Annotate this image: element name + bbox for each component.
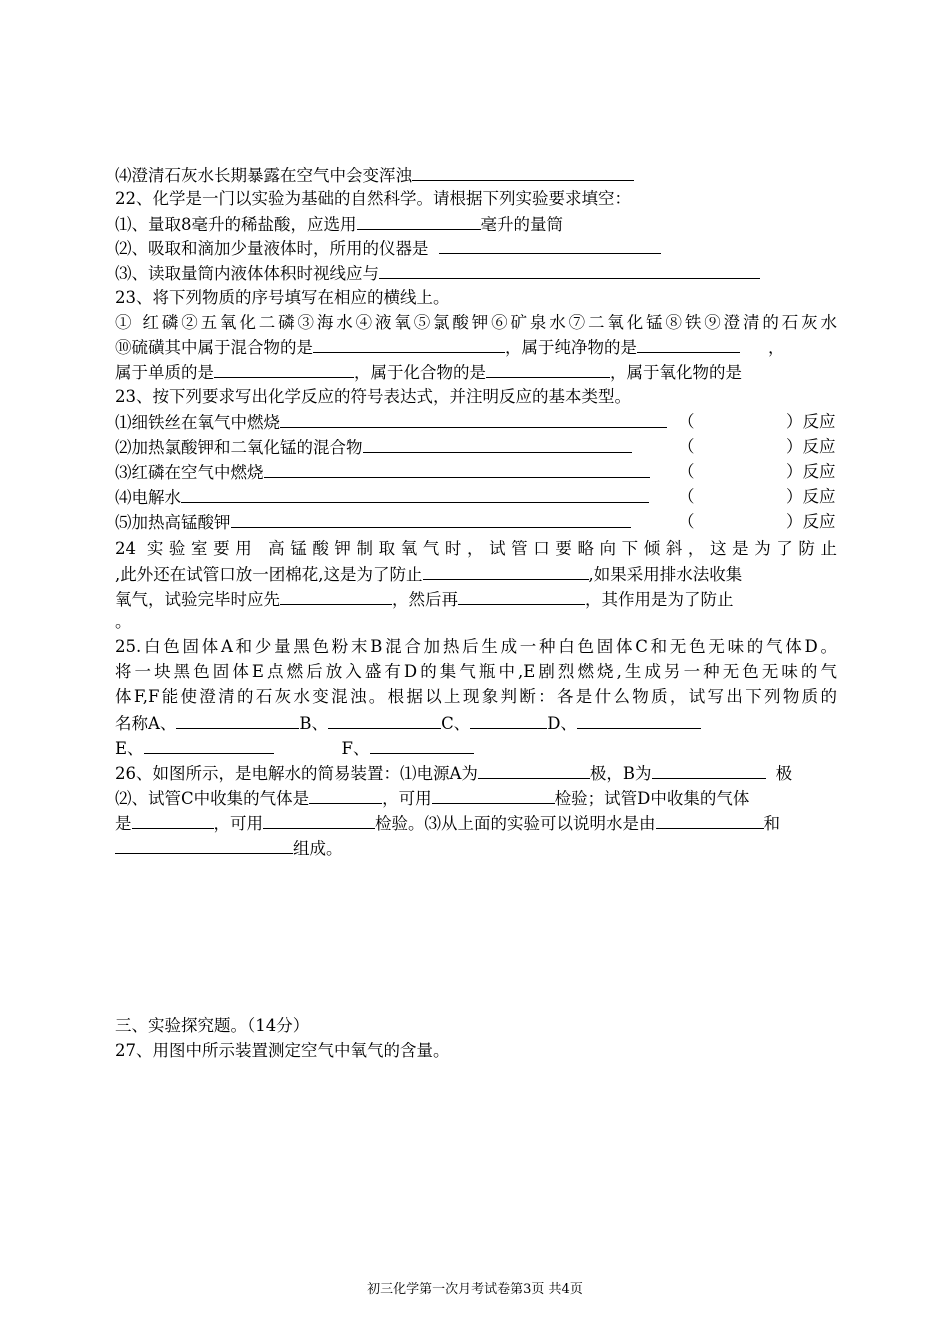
answer-blank[interactable]	[478, 761, 590, 779]
reaction-type-open: （	[678, 487, 695, 506]
question-22-1	[115, 212, 563, 237]
text: D、	[547, 714, 577, 733]
question-25-names	[115, 711, 701, 736]
text: ，可用	[213, 814, 263, 833]
question-27: 27、用图中所示装置测定空气中氧气的含量。	[115, 1041, 450, 1060]
question-23-elements	[115, 360, 742, 385]
text: ⑵、吸取和滴加少量液体时，所用的仪器是	[115, 239, 429, 258]
text: F、	[341, 739, 370, 758]
answer-blank[interactable]	[656, 811, 764, 829]
answer-blank[interactable]	[115, 836, 293, 854]
answer-blank[interactable]	[231, 510, 631, 528]
answer-blank[interactable]	[379, 261, 760, 279]
answer-blank[interactable]	[280, 410, 667, 428]
text: 是	[115, 814, 132, 833]
reaction-type-open: （	[678, 437, 695, 456]
text: ⑶、读取量筒内液体体积时视线应与	[115, 264, 379, 283]
answer-blank[interactable]	[652, 761, 766, 779]
answer-blank[interactable]	[181, 485, 649, 503]
text: ，可用	[382, 789, 432, 808]
question-25-line-3: 体F,F能使澄清的石灰水变混浊。根据以上现象判断：各是什么物质，试写出下列物质的	[115, 687, 837, 706]
answer-blank[interactable]	[432, 786, 555, 804]
text: ，属于氧化物的是	[610, 363, 742, 382]
question-26-line-2	[115, 786, 749, 811]
question-24-line-2	[115, 562, 742, 587]
reaction-type-close: ）反应	[786, 487, 836, 506]
text: 组成。	[293, 839, 343, 858]
text: 和	[763, 814, 780, 833]
answer-blank[interactable]	[313, 335, 505, 353]
question-25-names-2	[115, 736, 474, 761]
reaction-row-3	[115, 460, 650, 485]
text: C、	[441, 714, 471, 733]
question-26-line-4	[115, 836, 343, 861]
text: ⑩硫磺其中属于混合物的是	[115, 338, 313, 357]
question-22-stem: 22、化学是一门以实验为基础的自然科学。请根据下列实验要求填空：	[115, 189, 631, 208]
question-23b-stem: 23、按下列要求写出化学反应的符号表达式，并注明反应的基本类型。	[115, 387, 631, 406]
text: ，属于纯净物的是	[505, 338, 637, 357]
question-26-line-1	[115, 761, 792, 786]
answer-blank[interactable]	[458, 587, 585, 605]
answer-blank[interactable]	[486, 360, 610, 378]
text: 名称A、	[115, 714, 177, 733]
reaction-row-1	[115, 410, 667, 435]
text: B、	[299, 714, 329, 733]
reaction-type-open: （	[678, 462, 695, 481]
reaction-type-open: （	[678, 412, 695, 431]
text: ，属于化合物的是	[354, 363, 486, 382]
text: 检验。⑶从上面的实验可以说明水是由	[375, 814, 656, 833]
text: ⑵加热氯酸钾和二氧化锰的混合物	[115, 438, 363, 457]
text: 极，B为	[589, 764, 652, 783]
reaction-row-2	[115, 435, 632, 460]
answer-blank[interactable]	[264, 460, 650, 478]
text: 极	[775, 764, 793, 783]
text: ⑸加热高锰酸钾	[115, 513, 231, 532]
question-24-line-3	[115, 587, 734, 612]
text: ，然后再	[392, 590, 458, 609]
answer-blank[interactable]	[439, 236, 661, 254]
reaction-row-4	[115, 485, 649, 510]
text: ⑷澄清石灰水长期暴露在空气中会变浑浊	[115, 166, 412, 185]
reaction-type-close: ）反应	[786, 412, 836, 431]
answer-blank[interactable]	[144, 736, 274, 754]
text: ⑴细铁丝在氧气中燃烧	[115, 413, 280, 432]
answer-blank[interactable]	[309, 786, 382, 804]
answer-blank[interactable]	[328, 711, 441, 729]
answer-blank[interactable]	[214, 360, 354, 378]
question-26-line-3	[115, 811, 780, 836]
text: ⑷电解水	[115, 488, 181, 507]
answer-blank[interactable]	[280, 587, 392, 605]
question-25-line-1: 25.白色固体A和少量黑色粉末B混合加热后生成一种白色固体C和无色无味的气体D。	[115, 637, 837, 656]
section-3-heading: 三、实验探究题。（14分）	[115, 1016, 310, 1035]
question-24-end: 。	[115, 612, 132, 631]
question-22-2	[115, 236, 661, 261]
answer-blank[interactable]	[176, 711, 299, 729]
text: ，	[768, 338, 785, 357]
question-22-3	[115, 261, 760, 286]
answer-blank[interactable]	[470, 711, 547, 729]
answer-blank[interactable]	[132, 811, 214, 829]
text: ⑴、量取8毫升的稀盐酸，应选用	[115, 215, 357, 234]
question-24-line-1: 24 实验室要用 高锰酸钾制取氧气时，试管口要略向下倾斜，这是为了防止	[115, 539, 837, 558]
text: ,如果采用排水法收集	[588, 565, 743, 584]
reaction-type-close: ）反应	[786, 462, 836, 481]
reaction-row-5	[115, 510, 631, 535]
question-23-mixtures	[115, 335, 785, 360]
question-25-line-2: 将一块黑色固体E点燃后放入盛有D的集气瓶中,E剧烈燃烧,生成另一种无色无味的气	[115, 662, 837, 681]
question-23-stem: 23、将下列物质的序号填写在相应的横线上。	[115, 288, 450, 307]
answer-blank[interactable]	[357, 212, 481, 230]
reaction-type-close: ）反应	[786, 437, 836, 456]
text: 检验；试管D中收集的气体	[554, 789, 750, 808]
text: ⑶红磷在空气中燃烧	[115, 463, 264, 482]
answer-blank[interactable]	[637, 335, 740, 353]
reaction-type-close: ）反应	[786, 512, 836, 531]
text: 属于单质的是	[115, 363, 214, 382]
answer-blank[interactable]	[577, 711, 701, 729]
text: ,此外还在试管口放一团棉花,这是为了防止	[115, 565, 423, 584]
question-21-4	[115, 163, 634, 188]
page-footer: 初三化学第一次月考试卷第3页 共4页	[367, 1282, 583, 1297]
answer-blank[interactable]	[363, 435, 632, 453]
text: E、	[115, 739, 144, 758]
answer-blank[interactable]	[263, 811, 375, 829]
answer-blank[interactable]	[412, 163, 634, 181]
answer-blank[interactable]	[370, 736, 474, 754]
answer-blank[interactable]	[423, 562, 589, 580]
text: 毫升的量筒	[480, 215, 563, 234]
text: ⑵、试管C中收集的气体是	[115, 789, 310, 808]
text: 氧气，试验完毕时应先	[115, 590, 280, 609]
reaction-type-open: （	[678, 512, 695, 531]
substance-list: ① 红磷②五氧化二磷③海水④液氧⑤氯酸钾⑥矿泉水⑦二氧化锰⑧铁⑨澄清的石灰水	[115, 313, 837, 332]
text: 26、如图所示，是电解水的简易装置：⑴电源A为	[115, 764, 478, 783]
text: ，其作用是为了防止	[585, 590, 734, 609]
